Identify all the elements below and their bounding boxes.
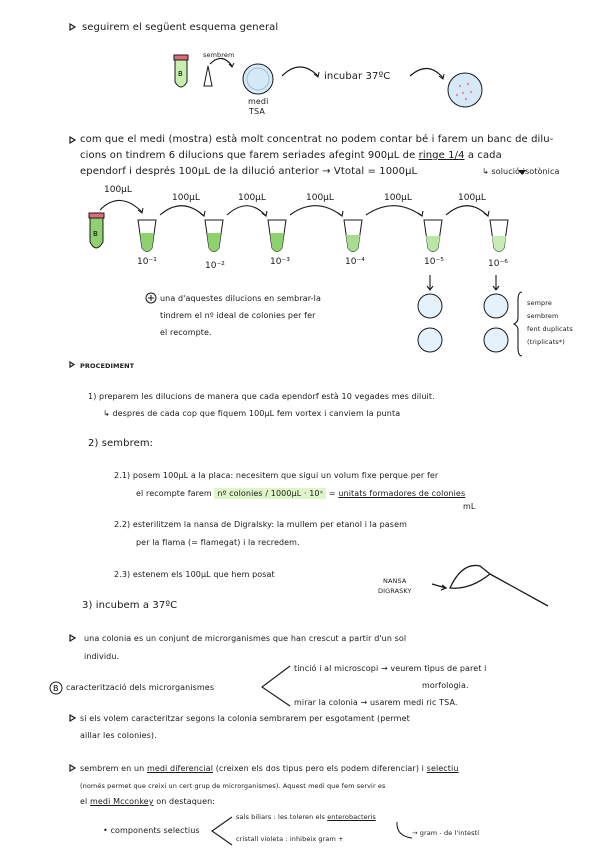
mirar-line: mirar la colonia → usarem medi ric TSA. (294, 698, 458, 707)
tincio-line: tinció i al microscopi → veurem tipus de paret i (294, 664, 487, 673)
caracteritzacio: caracterització dels microrganismes (66, 683, 215, 692)
dilutions-line-3: ependorf i després 100μL de la dilució anterior → Vtotal = 1000μL (80, 166, 418, 177)
transfer-label-5: 100μL (458, 193, 486, 203)
eppendorf-2-icon (205, 220, 223, 252)
bullet-arrow (70, 24, 75, 30)
plate-10-5-b (418, 328, 442, 352)
step-2-1-text: el recompte farem (136, 489, 212, 498)
medi-label: medi (248, 97, 269, 106)
medi-line-3-end: on destaquen: (156, 797, 216, 806)
dilution-label-5: 10⁻⁵ (424, 257, 444, 267)
enterobacteris: enterobacteris (327, 813, 376, 821)
selectiu: selectiu (426, 764, 459, 773)
scheme-tube-icon (174, 55, 188, 87)
cristall-violeta-line: cristall violeta : inhibeix gram + (236, 835, 344, 843)
colonia-def-2: individu. (84, 652, 120, 661)
eppendorf-3-icon (268, 220, 286, 252)
medi-line-1 (80, 764, 459, 773)
dilutions-line-1: com que el medi (mostra) està molt concentrat no podem contar bé i farem un banc de dilu- (80, 134, 554, 145)
step-2-1-line-2 (136, 489, 465, 498)
side-note-4: (triplicats*) (527, 338, 565, 346)
note-line-3: el recompte. (160, 328, 212, 337)
step-2-1-line-1: 2.1) posem 100μL a la placa: necesitem que sigui un volum fixe perque per fer (114, 471, 439, 480)
arrow-icon (210, 58, 232, 66)
note-line-2: tindrem el nº ideal de colonies per fer (160, 311, 316, 320)
formula-equals: = (328, 489, 336, 498)
svg-text:B: B (93, 230, 98, 238)
morfologia: morfologia. (422, 681, 469, 690)
dilution-label-1: 10⁻¹ (137, 257, 157, 267)
dilution-label-6: 10⁻⁶ (488, 259, 508, 269)
medi-line-3 (80, 797, 215, 806)
step-2-2-line-1: 2.2) esterilitzem la nansa de Digralsky: la mullem per etanol i la pasem (114, 520, 407, 529)
cfu-unit: unitats formadores de colonies (338, 489, 466, 498)
plate-10-6-a (484, 294, 508, 318)
medi-line-2: (només permet que creixi un cert grup de microrganismes). Aquest medi que fem servir es (80, 782, 386, 790)
bullet-arrow (70, 137, 75, 143)
dilution-label-2: 10⁻² (205, 261, 225, 271)
side-note-2: sembrem (527, 312, 559, 320)
plate-10-5-a (418, 294, 442, 318)
step-2: 2) sembrem: (88, 438, 154, 449)
svg-text:B: B (53, 684, 59, 693)
dilutions-line-2 (80, 150, 502, 161)
digralsky-spreader-icon (432, 565, 548, 606)
tsa-label: TSA (249, 107, 265, 116)
gram-negative-note: → gram - de l'intestí (412, 829, 480, 837)
svg-text:B: B (178, 70, 183, 78)
dilution-label-3: 10⁻³ (270, 257, 290, 267)
arrow-icon (410, 68, 443, 78)
nansa-label-1: NANSA (383, 577, 407, 585)
eppendorf-5-icon (424, 220, 442, 252)
bullet-arrow (70, 362, 74, 367)
medi-mcconkey: medi Mcconkey (90, 797, 154, 806)
transfer-label-1: 100μL (172, 193, 200, 203)
side-note-1: sempre (527, 299, 552, 307)
brace-icon (262, 666, 290, 706)
arrow-icon (282, 67, 318, 76)
medi-line-1-text: sembrem en un (80, 764, 145, 773)
first-transfer-label: 100μL (104, 185, 132, 195)
transfer-label-4: 100μL (384, 193, 412, 203)
procediment-title: PROCEDIMENT (80, 362, 135, 370)
caract-line-1: si els volem caracteritzar segons la colonia sembrarem per esgotament (permet (80, 714, 410, 723)
dilution-label-4: 10⁻⁴ (345, 257, 365, 267)
bullet-arrow (70, 715, 75, 721)
medi-line-3-text: el (80, 797, 88, 806)
transfer-label-2: 100μL (238, 193, 266, 203)
eppendorf-1-icon (138, 220, 156, 252)
side-note-3: fent duplicats (527, 325, 573, 333)
sals-text: sals biliars : les toleren els (236, 813, 326, 821)
medi-line-1-mid: (creixen els dos tipus pero els podem diferenciar) i (215, 764, 425, 773)
step-2-2-line-2: per la flama (= flamegat) i la recredem. (136, 538, 300, 547)
bullet-arrow (70, 635, 75, 641)
eppendorf-4-icon (344, 220, 362, 252)
cfu-denominator: mL (463, 502, 476, 511)
nansa-label-2: DIGRASKY (378, 587, 412, 595)
step-1-line-2: ↳ despres de cada cop que fiquem 100μL fem vortex i canviem la punta (103, 409, 401, 418)
isotonic-note: ↳ solució isotònica (482, 167, 560, 176)
incubar-label: incubar 37ºC (324, 71, 391, 82)
plate-10-6-b (484, 328, 508, 352)
source-tube-icon (89, 213, 104, 248)
brace-icon (212, 817, 232, 845)
sals-biliars-line (236, 813, 376, 821)
step-2-3: 2.3) estenem els 100μL que hem posat (114, 570, 275, 579)
colonia-def-1: una colonia es un conjunt de microrganismes que han crescut a partir d'un sol (84, 634, 407, 643)
note-line-1: una d'aquestes dilucions en sembrar-la (160, 294, 321, 303)
dilutions-line-2-end: a cada (467, 150, 502, 161)
step-1-line-1: 1) preparem les dilucions de manera que cada ependorf està 10 vegades mes diluit. (88, 392, 435, 401)
caract-line-2: aillar les colonies). (80, 731, 157, 740)
incubated-plate-icon (448, 73, 482, 107)
swab-icon (204, 66, 212, 86)
eppendorf-6-icon (490, 220, 508, 252)
transfer-label-3: 100μL (306, 193, 334, 203)
medi-diferencial: medi diferencial (146, 764, 214, 773)
intro-line: seguirem el següent esquema general (82, 22, 279, 33)
sembrem-label: sembrem (203, 51, 235, 59)
components-selectius: • components selectius (103, 826, 200, 835)
formula-highlight: nº colonies / 1000μL · 10ˣ (214, 488, 326, 499)
bullet-arrow (70, 765, 75, 771)
ringer-underline: ringe 1/4 (418, 150, 465, 161)
dilutions-line-2-text: cions on tindrem 6 dilucions que farem seriades afegint 900μL de (80, 150, 416, 161)
step-3: 3) incubem a 37ºC (82, 600, 178, 611)
